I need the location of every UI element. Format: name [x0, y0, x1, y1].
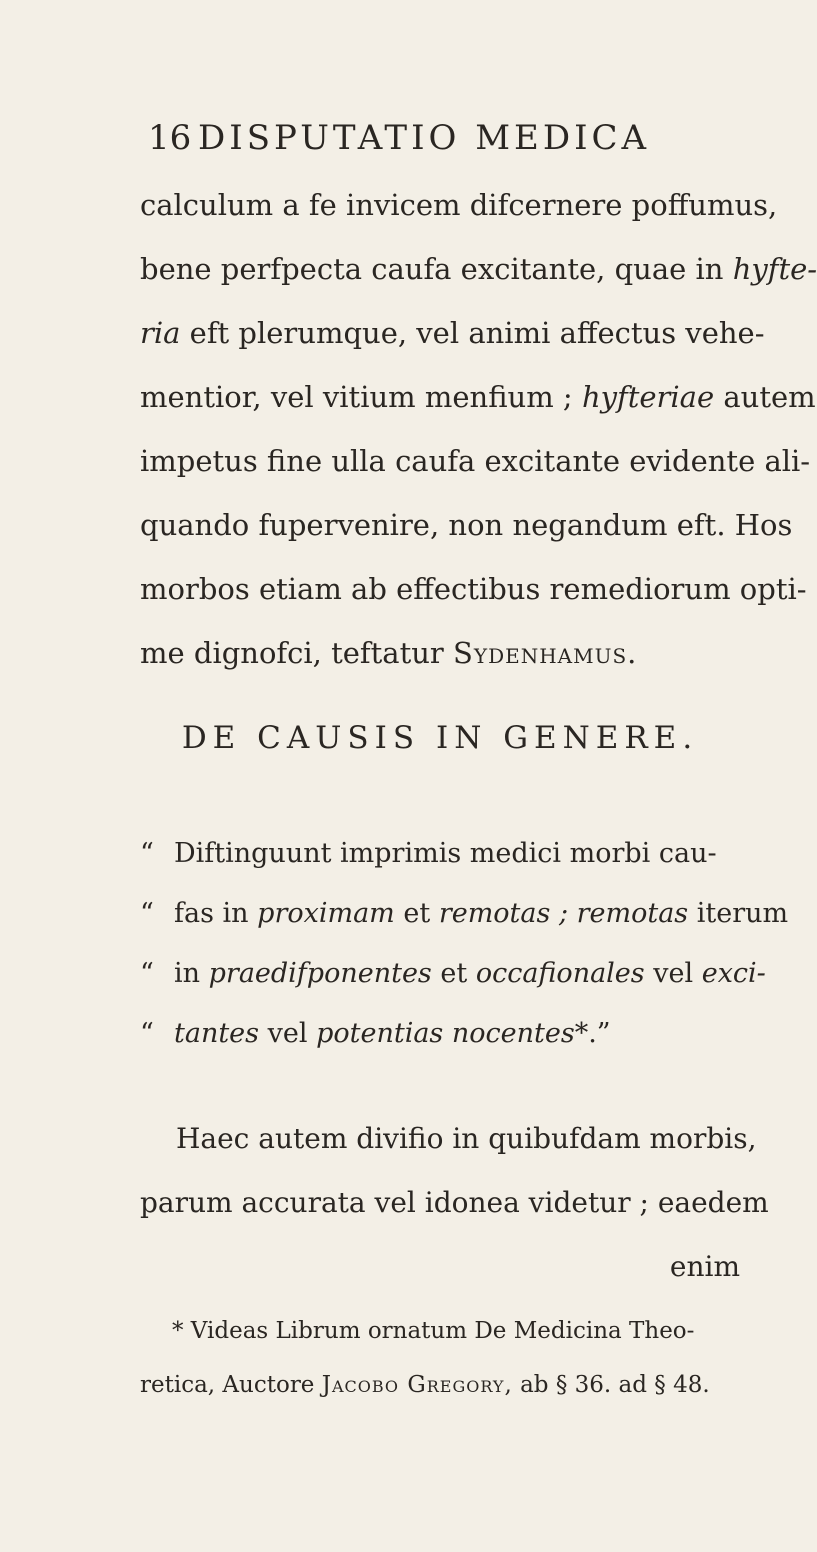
quote-line: “ Diftinguunt imprimis medici morbi cau- [140, 838, 717, 869]
quote-line: “ tantes vel potentias nocentes*.” [140, 1018, 611, 1049]
text-line: calculum a fe invicem difcernere poffumus, [140, 188, 778, 222]
text-line: morbos etiam ab effectibus remediorum opti- [140, 572, 807, 606]
section-heading: DE CAUSIS IN GENERE. [181, 720, 699, 756]
text-line: parum accurata vel idonea videtur ; eaedem [140, 1186, 769, 1219]
text-line: ria eft plerumque, vel animi affectus vehe- [140, 316, 765, 350]
footnote-line: * Videas Librum ornatum De Medicina Theo- [172, 1318, 695, 1344]
footnote-line: retica, Auctore Jacobo Gregory, ab § 36. ad § 48. [140, 1372, 710, 1398]
page-number: 16 [148, 118, 192, 158]
text-line: impetus fine ulla caufa excitante evidente ali- [140, 444, 811, 478]
quote-line: “ fas in proximam et remotas ; remotas iterum [140, 898, 789, 929]
text-line: quando fupervenire, non negandum eft. Hos [140, 508, 793, 542]
text-line: mentior, vel vitium menfium ; hyfteriae autem [140, 380, 816, 414]
text-line: bene perfpecta caufa excitante, quae in hyfte- [140, 252, 817, 286]
text-line: me dignofci, teftatur Sydenhamus. [140, 636, 638, 670]
quote-line: “ in praedifponentes et occafionales vel exci- [140, 958, 766, 989]
catchword: enim [669, 1250, 740, 1283]
text-line: Haec autem divifio in quibufdam morbis, [176, 1122, 757, 1155]
running-title: DISPUTATIO MEDICA [198, 118, 651, 158]
